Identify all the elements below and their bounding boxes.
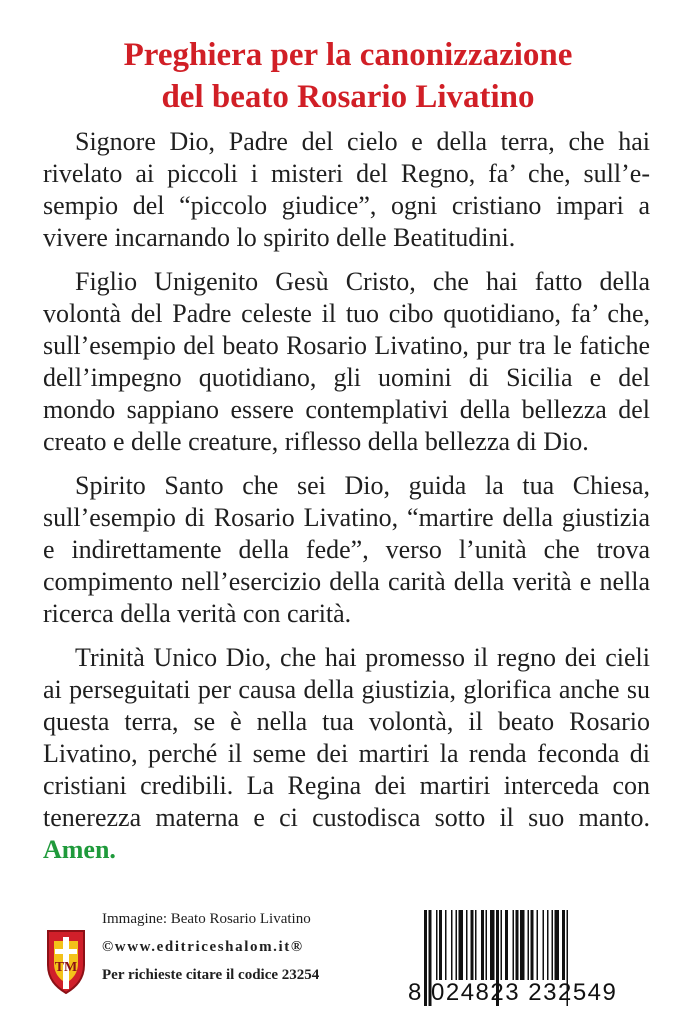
logo-letters: TM <box>54 960 78 975</box>
prayer-title <box>0 34 696 118</box>
image-credit: Immagine: Beato Rosario Livatino <box>102 911 311 927</box>
prayer-paragraph-1: Signore Dio, Padre del cielo e della terra, che hai rivelato ai piccoli i misteri del Regno, fa’ che, sull’esempio del “piccolo giudice”, ogni cristiano impari a vivere incarnando lo spirito delle Beatitudini. <box>43 127 650 252</box>
prayer-text <box>43 126 650 878</box>
footer <box>0 905 696 1015</box>
shalom-logo-icon <box>42 927 90 997</box>
credits-block <box>102 905 402 989</box>
website-text: ©www.editriceshalom.it® <box>102 939 304 955</box>
prayer-paragraph-3: Spirito Santo che sei Dio, guida la tua Chiesa, sull’esempio di Rosario Livatino, “martire della giustizia e indirettamente della fede”, verso l’unità che trova compimento nell’esercizio della carità della verità e nella ricerca della verità con carità. <box>43 471 650 628</box>
code-note: Per richieste citare il codice 23254 <box>102 967 320 983</box>
amen-text: Amen. <box>43 835 116 864</box>
title-line-1: Preghiera per la canonizzazione <box>123 37 573 73</box>
prayer-paragraph-4 <box>43 642 650 866</box>
title-line-2: del beato Rosario Livatino <box>161 79 535 115</box>
prayer-paragraph-4-text: Trinità Unico Dio, che hai promesso il regno dei cieli ai perseguitati per causa della giustizia, glorifica anche su questa terra, se è nella tua volontà, il beato Rosario Livatino, perché il seme dei martiri la renda feconda di cristiani credibili. La Regina dei martiri interceda con tenerezza materna e ci custodisca sotto il suo manto. <box>43 643 650 832</box>
barcode-number: 8 024823 232549 <box>408 979 618 1006</box>
prayer-paragraph-2: Figlio Unigenito Gesù Cristo, che hai fatto della volontà del Padre celeste il tuo cibo quotidiano, fa’ che, sull’esempio del beato Rosario Livatino, pur tra le fatiche dell’impegno quotidiano, gli uomini di Sicilia e del mondo sappiano essere contemplativi della bellezza del creato e delle creature, riflesso della bellezza di Dio. <box>43 267 650 456</box>
